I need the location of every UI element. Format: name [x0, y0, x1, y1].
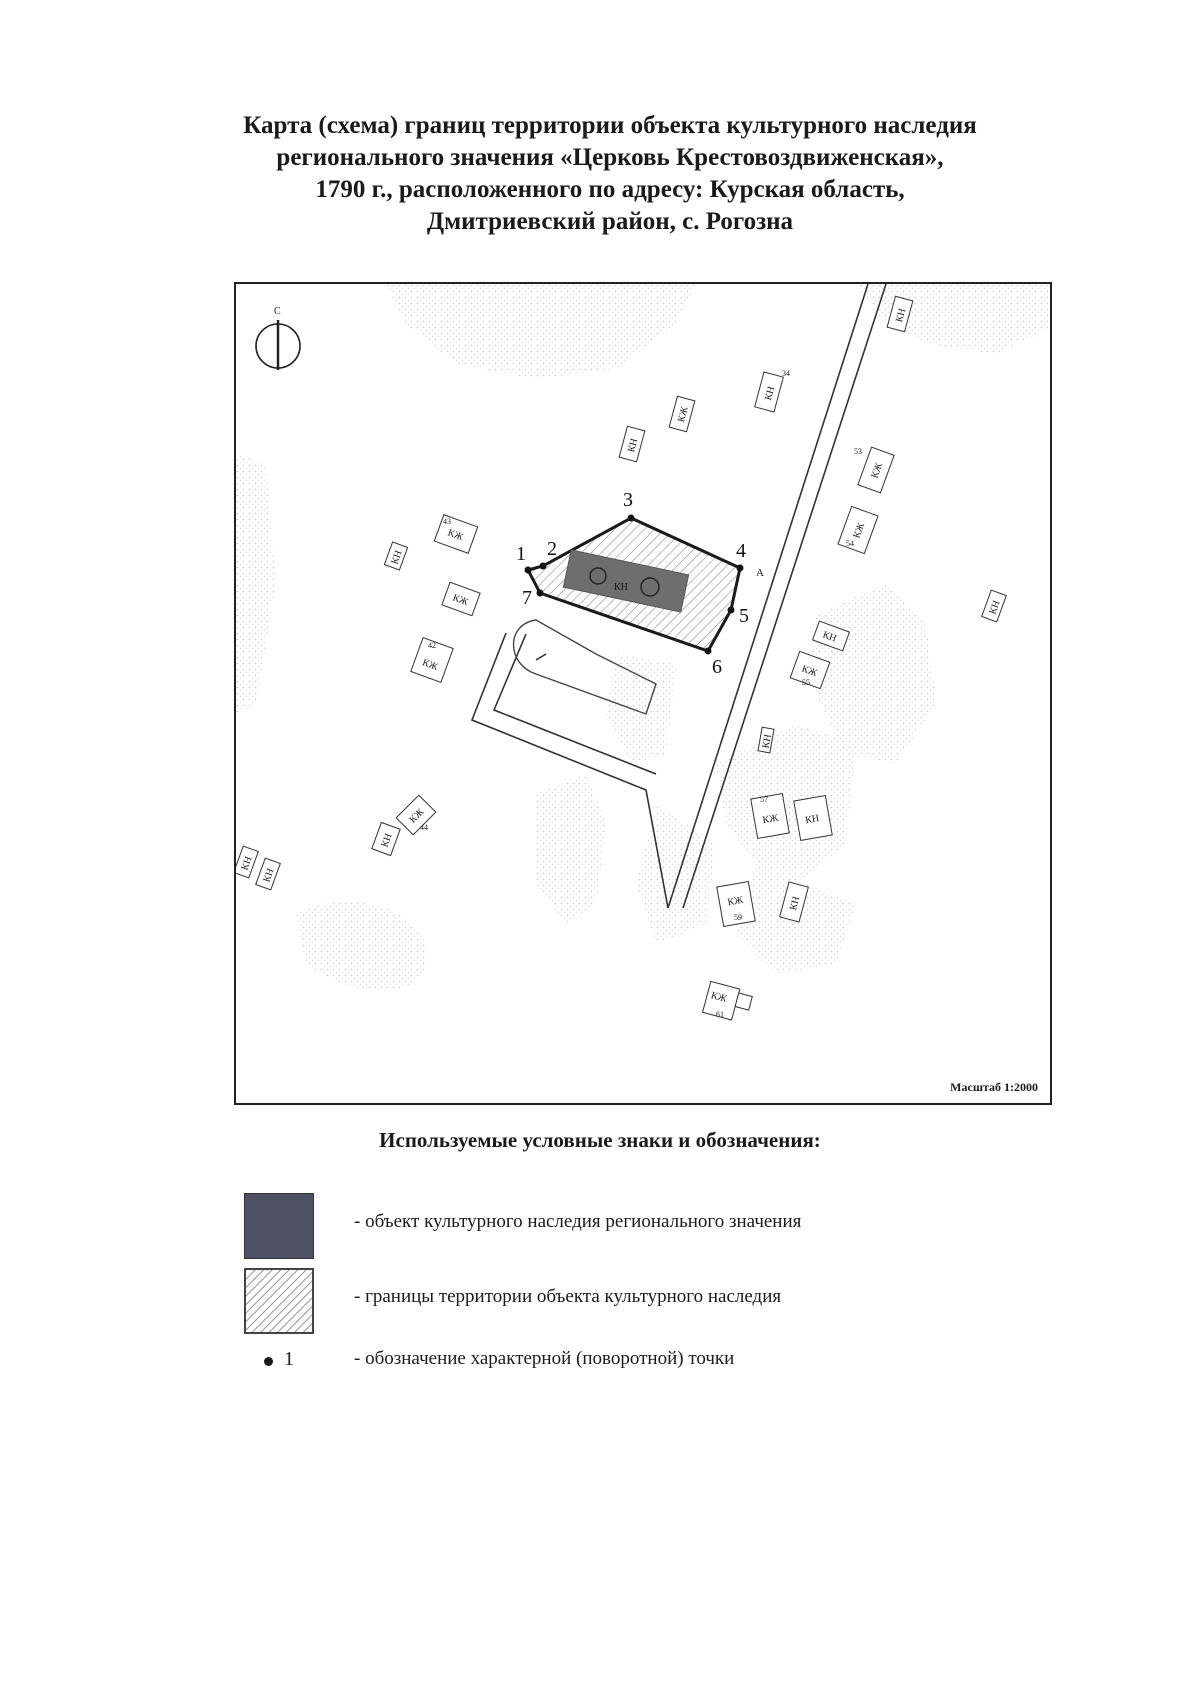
svg-text:КН: КН [821, 629, 838, 645]
point-label-2: 2 [547, 538, 557, 560]
svg-text:КЖ: КЖ [726, 894, 745, 909]
object-label: КН [614, 582, 628, 593]
svg-text:57: 57 [760, 795, 768, 804]
legend-label: - обозначение характерной (поворотной) точки [354, 1348, 735, 1369]
svg-text:КН: КН [760, 733, 774, 750]
svg-text:КЖ: КЖ [446, 527, 465, 544]
svg-text:43: 43 [443, 517, 451, 526]
svg-text:КЖ: КЖ [709, 990, 728, 1005]
road-label: А [756, 567, 764, 579]
svg-text:КН: КН [788, 895, 803, 912]
svg-text:42: 42 [428, 641, 436, 650]
map-scheme [234, 282, 1052, 1105]
legend-item-point [264, 1348, 1064, 1378]
svg-text:КЖ: КЖ [420, 657, 440, 673]
vegetation-areas [236, 284, 1048, 990]
svg-text:КЖ: КЖ [407, 806, 427, 826]
svg-text:КН: КН [379, 832, 395, 849]
svg-text:КН: КН [987, 599, 1003, 616]
svg-text:55: 55 [802, 678, 810, 687]
svg-text:КН: КН [763, 385, 778, 402]
svg-text:КЖ: КЖ [851, 521, 868, 540]
point-label-5: 5 [739, 605, 749, 627]
north-label: С [274, 306, 281, 317]
point-label-3: 3 [623, 489, 633, 511]
legend-item-heritage-object [244, 1193, 1044, 1263]
map-drawing [236, 284, 1050, 1103]
svg-text:КН: КН [239, 855, 255, 872]
svg-text:КЖ: КЖ [761, 812, 780, 827]
legend-label: - границы территории объекта культурного наследия [354, 1286, 782, 1307]
point-label-7: 7 [522, 587, 532, 609]
svg-text:59: 59 [734, 913, 742, 922]
svg-text:КН: КН [389, 549, 405, 566]
title-line: Карта (схема) границ территории объекта культурного наследия [243, 112, 977, 139]
north-arrow-icon [256, 306, 300, 370]
point-label-6: 6 [712, 656, 722, 678]
svg-text:КН: КН [894, 307, 909, 324]
page-title [150, 110, 1070, 238]
svg-text:КЖ: КЖ [676, 405, 691, 424]
svg-text:КН: КН [261, 867, 277, 884]
svg-text:53: 53 [854, 447, 862, 456]
svg-text:КН: КН [804, 813, 821, 827]
title-line: регионального значения «Церковь Крестовоздвиженская», [276, 144, 944, 171]
svg-text:44: 44 [420, 823, 428, 832]
point-label-1: 1 [516, 543, 526, 565]
svg-text:КЖ: КЖ [869, 461, 886, 480]
point-label-4: 4 [736, 540, 746, 562]
legend-swatch-dark [244, 1193, 314, 1259]
legend-title: Используемые условные знаки и обозначения: [379, 1128, 821, 1152]
map-scale: Масштаб 1:2000 [950, 1080, 1038, 1094]
point-marker-icon [264, 1357, 273, 1366]
svg-text:КН: КН [626, 437, 641, 454]
heritage-territory [528, 518, 740, 651]
svg-text:61: 61 [716, 1010, 724, 1019]
legend-item-territory-boundary [244, 1268, 1044, 1338]
svg-text:КЖ: КЖ [451, 592, 470, 609]
title-line: Дмитриевский район, с. Рогозна [426, 208, 794, 235]
title-line: 1790 г., расположенного по адресу: Курская область, [315, 176, 905, 203]
legend-swatch-hatched [244, 1268, 314, 1334]
svg-text:54: 54 [846, 539, 854, 548]
svg-text:34: 34 [782, 369, 790, 378]
legend-point-number: 1 [284, 1348, 294, 1370]
svg-text:КЖ: КЖ [800, 663, 819, 680]
legend-label: - объект культурного наследия регионального значения [354, 1211, 802, 1232]
